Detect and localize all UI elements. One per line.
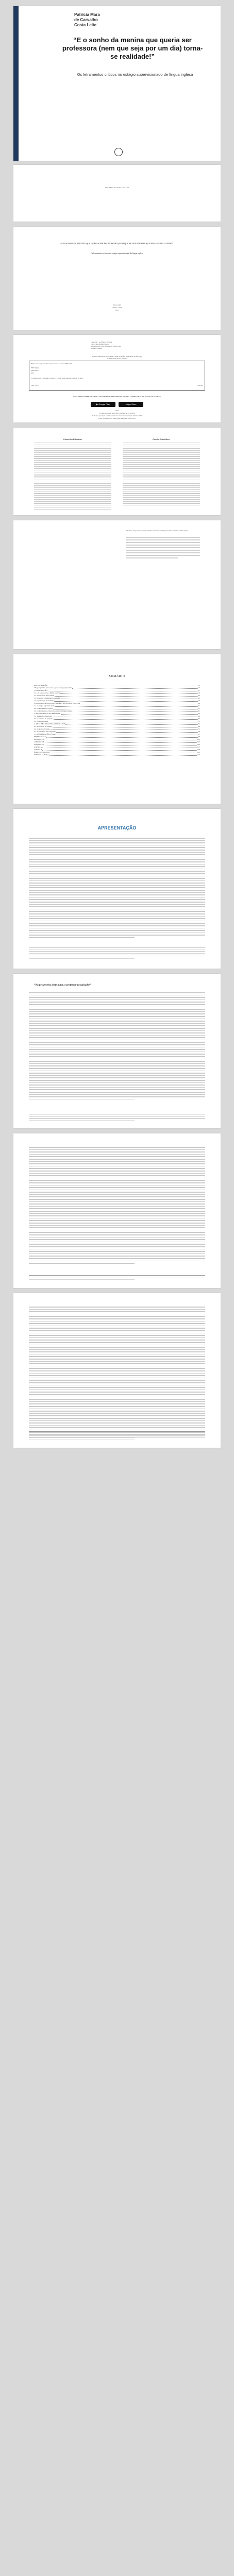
toc-entry-page: 57 xyxy=(198,720,200,722)
council-page xyxy=(13,428,221,515)
footnotes xyxy=(29,1275,205,1281)
toc-entry-page: 53 xyxy=(198,718,200,720)
epigraph-page xyxy=(13,520,221,649)
toc-page xyxy=(13,654,221,804)
cover-title: “E o sonho da menina que queria ser professora (nem que seja por um dia) torna-se realidade!” xyxy=(62,36,203,60)
council-left xyxy=(34,438,111,511)
toc-entry-page: 117 xyxy=(197,754,200,756)
toc-entry-page: 13 xyxy=(198,687,200,689)
copyright-page xyxy=(13,335,221,422)
epigraph-text: Este livro foi possível graças a muitos encontros, muitas parcerias e muitas colaborações. xyxy=(126,530,189,532)
cip-title: DADOS INTERNACIONAIS DE CATALOGAÇÃO NA PUBLICAÇÃO (CIP) xyxy=(92,355,142,358)
half-title-page xyxy=(13,165,221,222)
title-page-city: Curitiba – Brasil xyxy=(112,307,122,309)
cover-page xyxy=(13,6,221,161)
toc-entry-label: 2.3 Os letramentos críticos no ensino de língua inglesa xyxy=(34,710,73,712)
toc-entry-label: ÍNDICE REMISSIVO xyxy=(34,751,50,753)
rights-notice: Todos os direitos desta edição reservados pela: Editora CRV xyxy=(98,417,136,419)
toc-leader xyxy=(49,754,197,756)
toc-title: SUMÁRIO xyxy=(109,675,125,678)
toc-leader xyxy=(57,733,197,735)
cdd: CDD 407 xyxy=(197,384,203,386)
cover-subtitle: Os letramentos críticos no estágio supervisionado de língua inglesa xyxy=(77,72,193,77)
toc-entry-page: 25 xyxy=(198,697,200,699)
body-page xyxy=(13,1133,221,1288)
epigraph-lines xyxy=(126,537,200,560)
toc-leader xyxy=(45,738,197,740)
title-page-publisher: Editora CRV xyxy=(113,304,121,306)
copyright-line: Editor-chefe: Railson Moura xyxy=(91,343,109,345)
footnotes xyxy=(29,1114,205,1122)
author-line: de Carvalho xyxy=(74,18,98,22)
presentation-title: APRESENTAÇÃO xyxy=(97,825,137,831)
app-store-label: App Store xyxy=(127,403,137,405)
toc-entry-page: 49 xyxy=(198,715,200,717)
title-page-year: 2023 xyxy=(115,309,119,311)
toc-entry-label: 3.1 A pesquisa qualitativa xyxy=(34,715,52,717)
toc-entry-page: 93 xyxy=(198,736,200,738)
toc-entry-page: 87 xyxy=(198,733,200,735)
toc-leader xyxy=(72,687,198,689)
chapter-body xyxy=(29,992,205,1101)
half-title-authors: Patrícia Mara de Carvalho Costa Leite xyxy=(105,187,129,189)
google-play-icon: ▶ xyxy=(96,403,98,405)
toc-entry-page: 37 xyxy=(198,707,200,709)
toc-entry-page: 29 xyxy=(198,702,200,704)
toc-entry-label: SOBRE A AUTORA xyxy=(34,754,49,756)
toc-entry-label: APRESENTAÇÃO xyxy=(34,684,48,686)
toc-entry-label: 1. INTRODUÇÃO xyxy=(34,689,47,691)
toc-entry-label: 2. A FORMAÇÃO DE PROFESSORES DE LÍNGUA INGLESA xyxy=(34,702,80,704)
copyright-line: Copyright © da Editora CRV Ltda. xyxy=(91,341,112,343)
council-right-title: Comitê Científico: xyxy=(152,438,171,440)
toc-entry-label: “Na perspectiva deste autor, o professor-pesquisador” xyxy=(34,687,72,689)
toc-leader xyxy=(80,702,198,704)
toc-entry-label: 4.1 As práticas no estágio xyxy=(34,725,52,727)
chapter-page xyxy=(13,974,221,1128)
body-page xyxy=(13,1293,221,1448)
title-page xyxy=(13,227,221,330)
toc-entry-page: 113 xyxy=(197,751,200,753)
cip-subtitle: CATALOGAÇÃO NA FONTE xyxy=(107,358,127,360)
toc-leader xyxy=(61,713,198,715)
toc-leader xyxy=(60,692,197,694)
council-right xyxy=(123,438,200,507)
presentation-body xyxy=(29,838,205,940)
toc-leader xyxy=(61,697,197,699)
toc-entry-label: APÊNDICE C xyxy=(34,743,44,745)
toc-entry-label: 3. METODOLOGIA DA PESQUISA xyxy=(34,713,60,715)
toc-entry-label: 1.1 Um pouco sobre a minha história xyxy=(34,692,60,694)
toc-entry-page: 79 xyxy=(198,731,200,733)
copyright-line: Revisão: A Autora xyxy=(91,347,102,349)
toc-entry-label: 2.2 Os letramentos críticos xyxy=(34,707,53,709)
cip-librarian: Bibliotecária responsável: Luzenira Alves dos Santos CRB9/1506 xyxy=(31,363,72,365)
toc-entry-label: REFERÊNCIAS xyxy=(34,736,46,738)
publisher-year: 2023 xyxy=(115,410,119,412)
toc-entry-page: 101 xyxy=(197,738,200,740)
toc-leader xyxy=(54,700,197,702)
cover-bar xyxy=(13,6,19,161)
toc-entry-label: 3.2 O contexto da pesquisa xyxy=(34,718,53,720)
title-page-title: “E O SONHO DA MENINA QUE QUERIA SER PROFESSORA (NEM QUE SEJA POR UM DIA) TORNA-SE REALIDADE!” xyxy=(60,242,174,245)
toc-entry-label: ANEXO A xyxy=(34,746,42,748)
legal-deposit: Foi feito o depósito legal conf. Lei 10.994 de 14/12/2004 xyxy=(99,412,135,414)
copyright-line: Diagramação e Capa: Designers da Editora CRV xyxy=(91,345,121,347)
toc-leader xyxy=(55,705,197,707)
title-page-subtitle: Os letramentos críticos no estágio supervisionado de língua inglesa xyxy=(90,252,144,255)
toc-entry-label: 4.2 Os planos de aula xyxy=(34,728,49,730)
toc-leader xyxy=(49,728,198,730)
toc-entry-label: 4.3 As reflexões das estagiárias xyxy=(34,731,56,733)
toc-leader xyxy=(65,723,197,725)
toc-entry-page: 31 xyxy=(198,705,200,707)
toc-entry-page: 71 xyxy=(198,728,200,730)
apple-icon: ● xyxy=(125,403,127,405)
toc-leader xyxy=(42,749,197,751)
app-store-button[interactable] xyxy=(119,402,143,407)
toc-leader xyxy=(54,718,198,720)
toc-leader xyxy=(45,743,197,745)
isbn-digital: ISBN Digital xyxy=(31,367,39,369)
footnotes xyxy=(29,947,205,960)
toc-leader xyxy=(56,731,197,733)
doi: DOI xyxy=(31,372,34,374)
toc-entry-page: 47 xyxy=(198,713,200,715)
toc-entry-label: 4. ANÁLISE E DISCUSSÃO DOS DADOS xyxy=(34,723,65,725)
toc-entry-page: 61 xyxy=(198,723,200,725)
toc-entry-label: 1.4 Organização do trabalho xyxy=(34,700,54,702)
toc-entry-page: 41 xyxy=(198,710,200,712)
toc-entry-page: 19 xyxy=(198,692,200,694)
toc-leader xyxy=(53,715,198,717)
toc-leader xyxy=(55,694,197,697)
toc-entry-label: 5. CONSIDERAÇÕES FINAIS xyxy=(34,733,57,735)
footnotes xyxy=(29,1431,205,1441)
cip-box xyxy=(29,361,205,391)
toc-entry-label: 2.1 O estágio supervisionado xyxy=(34,705,55,707)
cip-keywords: 1. Linguística. 2. Letramentos críticos. 3. Estágio supervisionado. I. Título. II. Série. xyxy=(31,377,83,379)
toc-leader xyxy=(48,689,198,691)
body-text xyxy=(29,1147,205,1265)
toc-entry-label: 1.3 Objetivos e perguntas da pesquisa xyxy=(34,697,61,699)
toc-leader xyxy=(46,736,198,738)
toc-entry-page: 17 xyxy=(198,689,200,691)
toc-leader xyxy=(42,746,197,748)
body-text xyxy=(29,1307,205,1439)
toc-entry-page: 27 xyxy=(198,700,200,702)
toc-entry-page: 23 xyxy=(198,694,200,697)
publisher-notice: ESTA OBRA TAMBÉM ENCONTRA-SE DISPONÍVEL EM FORMATO DIGITAL. CONHEÇA E BAIXE NOSSO APLICATIVO! xyxy=(73,396,161,398)
google-play-button[interactable] xyxy=(91,402,115,407)
google-play-label: Google Play xyxy=(98,403,110,405)
toc-entry-label: APÊNDICE A xyxy=(34,738,44,740)
toc-entry-label: 1.2 A relevância deste estudo xyxy=(34,694,55,697)
toc-entry-label: ANEXO B xyxy=(34,749,42,751)
toc-entry[interactable] xyxy=(34,754,200,756)
toc-list xyxy=(34,684,200,756)
toc-leader xyxy=(53,725,198,727)
toc-leader xyxy=(45,741,197,743)
toc-leader xyxy=(53,707,197,709)
reproduction-notice: Proibida a reprodução parcial ou total desta obra sem autorização da Editora CRV xyxy=(91,415,143,417)
cdu: CDU 371.13 xyxy=(31,384,39,386)
cover-authors xyxy=(74,12,100,28)
toc-entry-page: 63 xyxy=(198,725,200,727)
toc-entry-label: APÊNDICE B xyxy=(34,741,44,743)
toc-entry-page: 103 xyxy=(197,741,200,743)
toc-entry-page: 105 xyxy=(197,743,200,745)
toc-leader xyxy=(48,684,197,686)
council-left-title: Conselho Editorial: xyxy=(63,438,82,440)
publisher-logo-icon xyxy=(114,148,123,156)
toc-leader xyxy=(51,751,197,753)
toc-entry-page: 11 xyxy=(198,684,200,686)
toc-entry-label: 3.3 Os participantes xyxy=(34,720,48,722)
chapter-title: “Na perspectiva deste autor, o professor-pesquisador” xyxy=(34,984,91,987)
author-line: Patrícia Mara xyxy=(74,12,100,17)
author-line: Costa Leite xyxy=(74,23,97,27)
toc-entry-page: 109 xyxy=(197,749,200,751)
toc-leader xyxy=(73,710,198,712)
toc-leader xyxy=(48,720,198,722)
isbn-fisico: ISBN Físico xyxy=(31,369,39,371)
presentation-page xyxy=(13,809,221,969)
toc-entry-page: 107 xyxy=(197,746,200,748)
